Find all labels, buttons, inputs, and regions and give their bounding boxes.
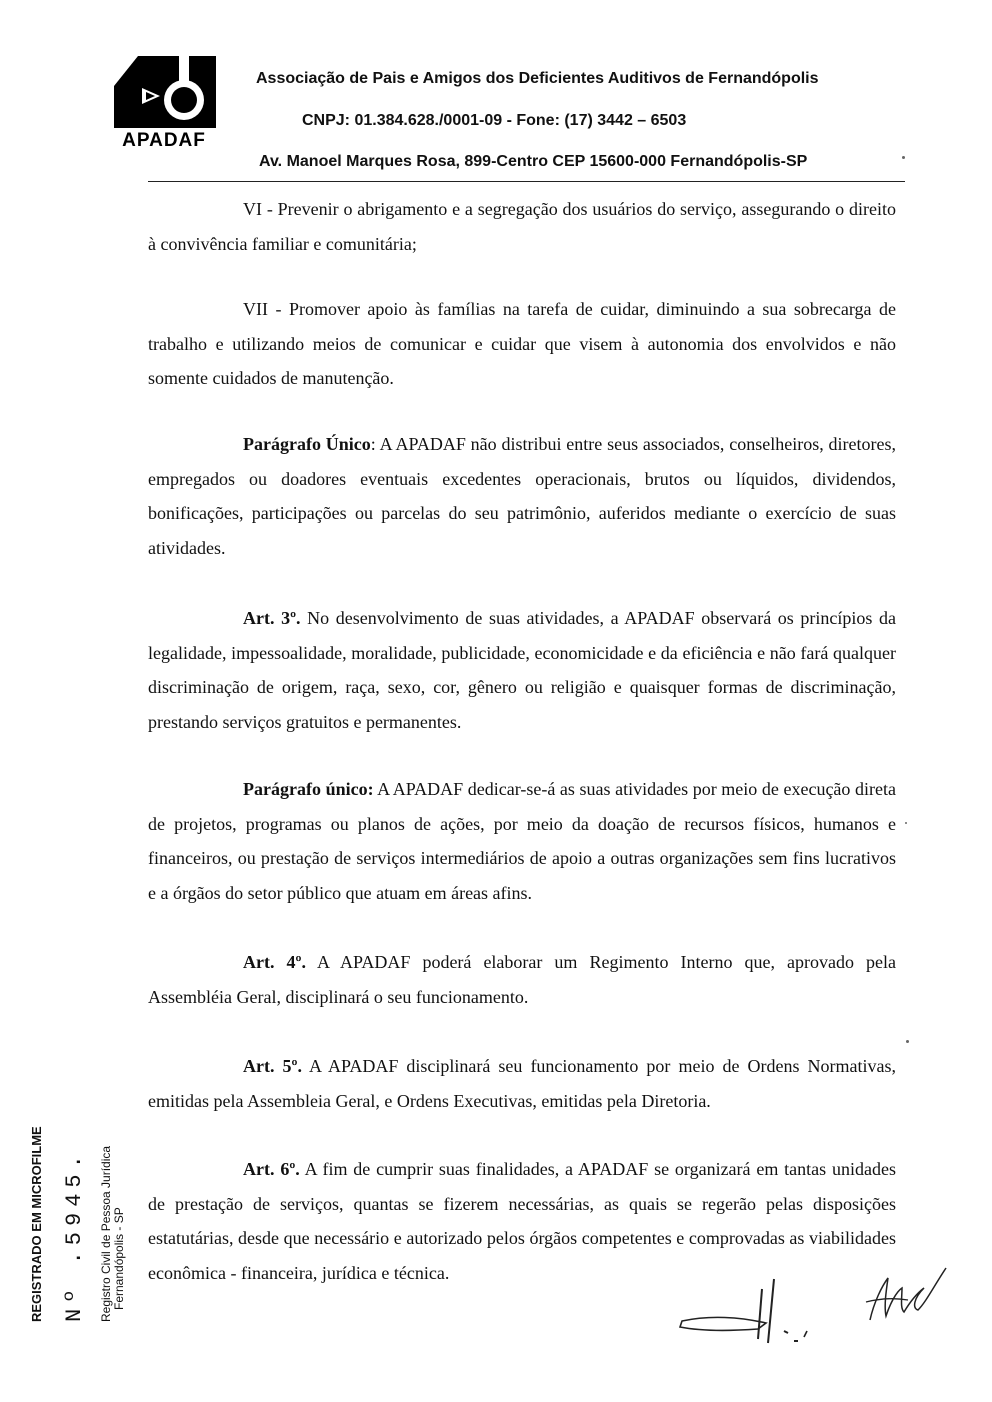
scan-speck <box>905 822 907 824</box>
cnpj-phone-line: CNPJ: 01.384.628./0001-09 - Fone: (17) 3442 – 6503 <box>302 112 687 129</box>
art-5 <box>148 1049 896 1118</box>
paragrafo-unico-1-text: : A APADAF não distribui entre seus associados, conselheiros, diretores, empregados ou doadores eventuais excedentes operacionais, brutos ou líquidos, dividendos, bonificações, participações ou parcelas do seu patrimônio, auferidos mediante o exercício de suas atividades. <box>148 434 897 558</box>
registry-office-line2: Fernandópolis - SP <box>112 1207 126 1310</box>
art-6-heading: Art. 6º. <box>243 1159 300 1179</box>
header-rule <box>148 181 905 182</box>
microfilm-stamp-title: REGISTRADO EM MICROFILME <box>29 1126 44 1322</box>
registry-office-line1: Registro Civil de Pessoa Jurídica <box>99 1145 113 1322</box>
scan-speck <box>906 1040 909 1043</box>
art-3-heading: Art. 3º. <box>243 608 301 628</box>
art-3 <box>148 601 896 739</box>
art-6-text: A fim de cumprir suas finalidades, a APADAF se organizará em tantas unidades de prestação de serviços, quantas se fizerem necessárias, as quais se regerão pelas disposições estatutárias, desde que necessário e autorizado pelos órgãos competentes e comprovadas as viabilidades econômica - financeira, jurídica e técnica. <box>148 1159 896 1283</box>
paragrafo-unico-2-text: A APADAF dedicar-se-á as suas atividades por meio de execução direta de projetos, programas ou planos de ações, por meio da doação de recursos físicos, humanos e financeiros, ou prestação de serviços intermediários de apoio a outras organizações sem fins lucrativos e a órgãos do setor público que atuam em áreas afins. <box>148 779 896 903</box>
microfilm-stamp <box>0 0 160 1402</box>
paragrafo-unico-2 <box>148 772 896 910</box>
microfilm-stamp-number: Nº .5945. <box>62 1149 87 1322</box>
scan-speck <box>902 156 905 159</box>
address-line: Av. Manoel Marques Rosa, 899-Centro CEP 15600-000 Fernandópolis-SP <box>259 153 808 170</box>
logo-text: APADAF <box>122 130 206 151</box>
paragrafo-unico-1-heading: Parágrafo Único <box>243 434 371 454</box>
apadaf-logo <box>104 44 224 154</box>
item-vi: VI - Prevenir o abrigamento e a segregação dos usuários do serviço, assegurando o direito à convivência familiar e comunitária; <box>148 199 896 254</box>
paragrafo-unico-1 <box>148 427 896 565</box>
ear-logo-icon <box>104 44 224 134</box>
organization-name: Associação de Pais e Amigos dos Deficientes Auditivos de Fernandópolis <box>256 70 819 87</box>
art-5-heading: Art. 5º. <box>243 1056 302 1076</box>
art-4-heading: Art. 4º. <box>243 952 306 972</box>
paragrafo-unico-2-heading: Parágrafo único: <box>243 779 374 799</box>
art-5-text: A APADAF disciplinará seu funcionamento por meio de Ordens Normativas, emitidas pela Assembleia Geral, e Ordens Executivas, emitidas pela Diretoria. <box>148 1056 896 1111</box>
art-3-text: No desenvolvimento de suas atividades, a APADAF observará os princípios da legalidade, impessoalidade, moralidade, publicidade, economicidade e da eficiência e não fará qualquer discriminação de origem, raça, sexo, cor, gênero ou religião e quaisquer formas de discriminação, prestando serviços gratuitos e permanentes. <box>148 608 896 732</box>
art-4-text: A APADAF poderá elaborar um Regimento Interno que, aprovado pela Assembléia Geral, disciplinará o seu funcionamento. <box>148 952 896 1007</box>
item-vii: VII - Promover apoio às famílias na tarefa de cuidar, diminuindo a sua sobrecarga de trabalho e utilizando meios de comunicar e cuidar que visem à autonomia dos envolvidos e não somente cuidados de manutenção. <box>148 299 896 388</box>
art-4 <box>148 945 896 1014</box>
art-6 <box>148 1152 896 1290</box>
